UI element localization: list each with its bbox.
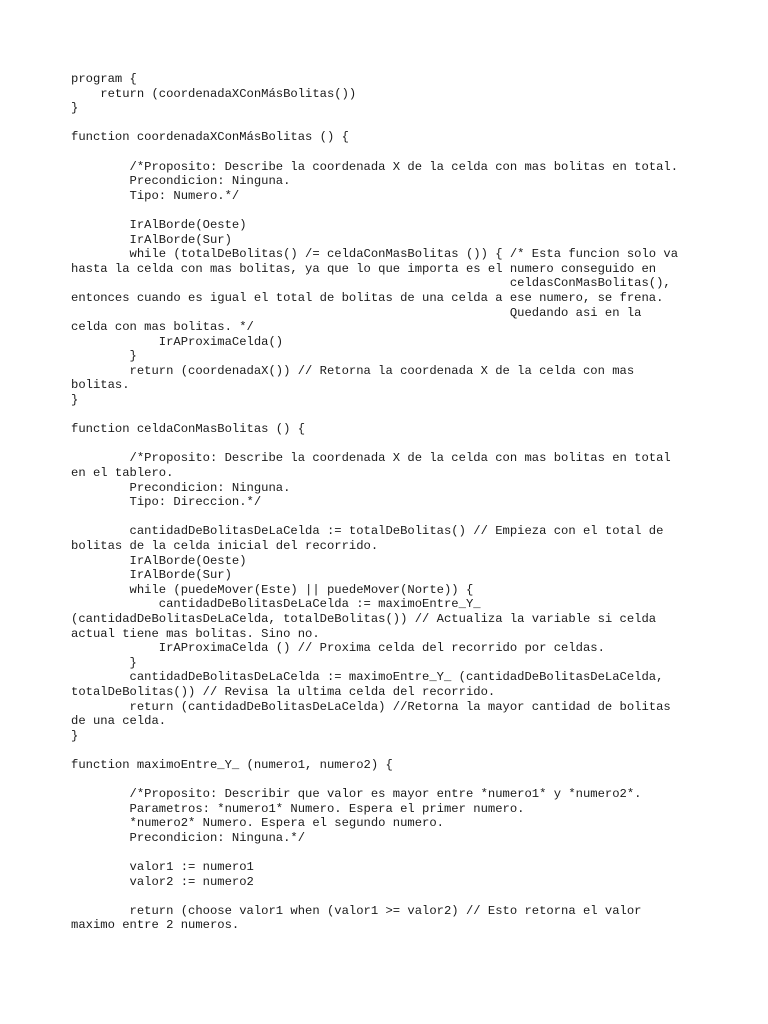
code-line: cantidadDeBolitasDeLaCelda := maximoEntre_Y_ (cantidadDeBolitasDeLaCelda, (71, 670, 664, 685)
code-line: IrAlBorde(Sur) (71, 232, 232, 247)
code-line: IrAlBorde(Oeste) (71, 553, 247, 568)
code-line: Precondicion: Ninguna. (71, 174, 291, 189)
code-line (71, 845, 678, 860)
code-line: de una celda. (71, 714, 167, 729)
code-line: function coordenadaXConMásBolitas () { (71, 130, 349, 145)
code-line (71, 116, 678, 131)
code-line (71, 510, 678, 525)
code-line: } (71, 655, 137, 670)
code-line: while (totalDeBolitas() /= celdaConMasBolitas ()) { /* Esta funcion solo va (71, 247, 679, 262)
code-line: Precondicion: Ninguna.*/ (71, 830, 306, 845)
code-line: /*Proposito: Describir que valor es mayor entre *numero1* y *numero2*. (71, 787, 642, 802)
code-line: IrAProximaCelda() (71, 334, 284, 349)
code-line: } (71, 728, 79, 743)
code-line: function celdaConMasBolitas () { (71, 422, 306, 437)
code-line: return (coordenadaXConMásBolitas()) (71, 86, 357, 101)
code-line: entonces cuando es igual el total de bolitas de una celda a ese numero, se frena. (71, 290, 664, 305)
code-line: cantidadDeBolitasDeLaCelda := maximoEntre_Y_ (71, 597, 481, 612)
code-line: *numero2* Numero. Espera el segundo numero. (71, 816, 444, 831)
code-line: maximo entre 2 numeros. (71, 918, 240, 933)
code-line (71, 408, 678, 423)
code-line: while (puedeMover(Este) || puedeMover(Norte)) { (71, 582, 474, 597)
code-line: } (71, 349, 137, 364)
code-line: return (choose valor1 when (valor1 >= valor2) // Esto retorna el valor (71, 903, 642, 918)
code-line: } (71, 393, 79, 408)
code-line: Tipo: Numero.*/ (71, 188, 240, 203)
code-line: } (71, 101, 79, 116)
code-line: Quedando asi en la (71, 305, 642, 320)
code-line: program { (71, 72, 137, 86)
code-line (71, 145, 678, 160)
code-line: /*Proposito: Describe la coordenada X de la celda con mas bolitas en total. (71, 159, 679, 174)
code-line: totalDeBolitas()) // Revisa la ultima celda del recorrido. (71, 684, 496, 699)
code-line: return (cantidadDeBolitasDeLaCelda) //Retorna la mayor cantidad de bolitas (71, 699, 671, 714)
code-line: Parametros: *numero1* Numero. Espera el primer numero. (71, 801, 525, 816)
code-line: celdasConMasBolitas(), (71, 276, 671, 291)
code-line (71, 203, 678, 218)
code-line: bolitas de la celda inicial del recorrido. (71, 539, 379, 553)
code-line: valor2 := numero2 (71, 874, 254, 889)
code-line: return (coordenadaX()) // Retorna la coordenada X de la celda con mas (71, 363, 635, 378)
code-line (71, 437, 678, 452)
code-line (71, 743, 678, 758)
code-line: Precondicion: Ninguna. (71, 480, 291, 495)
code-line: IrAlBorde(Sur) (71, 568, 232, 583)
code-line (71, 773, 678, 788)
code-listing (71, 72, 678, 933)
code-line: IrAlBorde(Oeste) (71, 217, 247, 232)
code-line: bolitas. (71, 378, 130, 393)
code-line: Tipo: Direccion.*/ (71, 495, 262, 510)
code-line: celda con mas bolitas. */ (71, 320, 254, 335)
code-line: actual tiene mas bolitas. Sino no. (71, 626, 320, 641)
code-line: (cantidadDeBolitasDeLaCelda, totalDeBolitas()) // Actualiza la variable si celda (71, 611, 657, 626)
code-line: function maximoEntre_Y_ (numero1, numero2) { (71, 757, 393, 772)
code-line: cantidadDeBolitasDeLaCelda := totalDeBolitas() // Empieza con el total de (71, 524, 664, 539)
code-line: valor1 := numero1 (71, 860, 254, 875)
code-line: hasta la celda con mas bolitas, ya que lo que importa es el numero conseguido en (71, 261, 657, 276)
code-line: en el tablero. (71, 466, 174, 481)
code-line (71, 889, 678, 904)
code-line: IrAProximaCelda () // Proxima celda del recorrido por celdas. (71, 641, 605, 656)
code-line: /*Proposito: Describe la coordenada X de la celda con mas bolitas en total (71, 451, 671, 466)
